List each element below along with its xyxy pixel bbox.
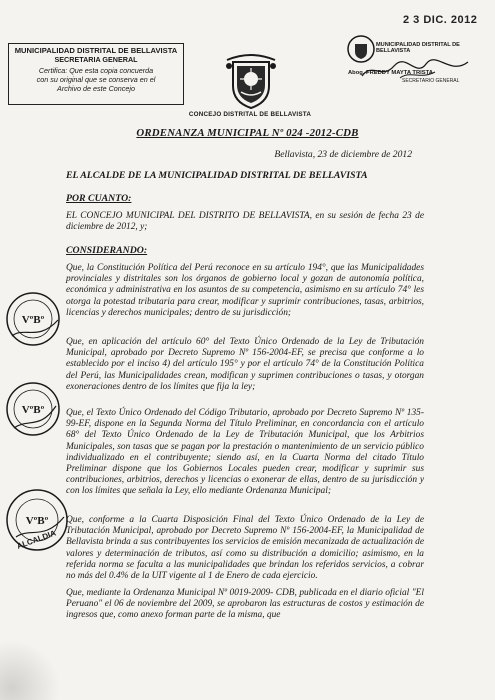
- place-date: Bellavista, 23 de diciembre de 2012: [274, 149, 412, 160]
- secretary-signature-block: [340, 30, 490, 100]
- vobo-seal-icon: [4, 290, 62, 348]
- vobo-seal-text: VºBº: [25, 515, 49, 527]
- paragraph-article-60: Que, en aplicación del artículo 60° del Texto Único Ordenado de la Ley de Tributación Municipal, aprobado por Decreto Supremo Nº 156-2004-EF, se precisa que conforme a lo establecido por el inciso 4) del artículo 195° y por el artículo 74° de la Constitución Política del Perú, las Municipalidades crean, modifican y suprimen contribuciones o tasas, y otorgan exoneraciones dentro de los límites que fija la ley;: [66, 337, 424, 392]
- received-date-stamp: 2 3 DIC. 2012: [403, 14, 478, 26]
- municipal-crest-icon: [223, 52, 279, 110]
- council-name: CONCEJO DISTRITAL DE BELLAVISTA: [188, 111, 312, 118]
- paragraph-ordinance-0019: Que, mediante la Ordenanza Municipal Nº 0019-2009- CDB, publicada en el diario oficial "El Peruano" el 06 de noviembre del 2009, se aprobaron las estructuras de costos y estimación de ingresos que, como anexo forman parte de la misma, que: [66, 588, 424, 621]
- signatory-name: Abog. FREDDY MAYTA TRISTA: [348, 70, 433, 76]
- paragraph-fourth-provision: Que, conforme a la Cuarta Disposición Final del Texto Único Ordenado de la Ley de Tributación Municipal, aprobado por Decreto Supremo Nº 156-2004-EF, la Municipalidad de Bellavista brinda a sus contribuyentes los servicios de emisión mecanizada de actualización de valores y determinación de tributos, así como su distribución a domicilio; asimismo, en la referida norma se faculta a las municipalidades que brindan los referidos servicios, a cobrar no más del 0.4% de la UIT vigente al 1 de Enero de cada ejercicio.: [66, 515, 424, 582]
- vobo-seal-text: VºBº: [21, 314, 45, 326]
- certification-stamp: [8, 43, 184, 105]
- stamp-line-original: con su original que se conserva en el: [36, 75, 156, 84]
- heading-mayor: EL ALCALDE DE LA MUNICIPALIDAD DISTRITAL DE BELLAVISTA: [66, 170, 368, 181]
- alcaldia-seal-icon: [4, 487, 70, 553]
- heading-considerando: CONSIDERANDO:: [66, 245, 148, 256]
- stamp-line-municipality: MUNICIPALIDAD DISTRITAL DE BELLAVISTA: [14, 46, 178, 55]
- ordinance-title: ORDENANZA MUNICIPAL Nº 024 -2012-CDB: [136, 127, 359, 139]
- heading-por-cuanto: POR CUANTO:: [66, 193, 132, 204]
- stamp-line-archive: Archivo de este Concejo: [57, 84, 135, 93]
- vobo-seal-icon-2: [4, 380, 62, 438]
- vobo-seal-text: VºBº: [21, 404, 45, 416]
- paragraph-tax-code: Que, el Texto Único Ordenado del Código Tributario, aprobado por Decreto Supremo Nº 135-99-EF, dispone en la Segunda Norma del Título Preliminar, en concordancia con el artículo 68° del Texto Único Ordenado de la Ley de Tributación Municipal, que los Arbitrios Municipales, son tasas que se pagan por la prestación o mantenimiento de un servicio público individualizado en el contribuyente; siendo así, en la Cuarta Norma del citado Título Preliminar dispone que los Gobiernos Locales pueden crear, modificar y suprimir sus contribuciones, arbitrios, derechos y licencias o exonerar de ellas, dentro de su jurisdicción y con los límites que señala la Ley, ello mediante Ordenanza Municipal;: [66, 408, 424, 497]
- stamp-line-certifies: Certifica: Que esta copia concuerda: [38, 66, 154, 75]
- signature-municipality-title: MUNICIPALIDAD DISTRITAL DE BELLAVISTA: [376, 42, 460, 54]
- alcaldia-seal-text: ALCALDIA: [15, 528, 58, 551]
- scan-smudge: [0, 640, 60, 700]
- paragraph-constitution: Que, la Constitución Política del Perú reconoce en su artículo 194°, que las Municipalidades provinciales y distritales son los órganos de gobierno local y gozan de autonomía política, económica y administrativa en los asuntos de su competencia, asimismo en su artículo 74° les otorga la potestad tributaria para crear, modificar y suprimir contribuciones, tasas, arbitrios, licencias y derechos municipales; dentro de su jurisdicción;: [66, 263, 424, 318]
- signatory-role: SECRETARIO GENERAL: [402, 78, 460, 84]
- intro-paragraph: EL CONCEJO MUNICIPAL DEL DISTRITO DE BELLAVISTA, en su sesión de fecha 23 de diciembre de 2012, y;: [66, 211, 424, 233]
- stamp-line-secretary: SECRETARIA GENERAL: [54, 55, 138, 64]
